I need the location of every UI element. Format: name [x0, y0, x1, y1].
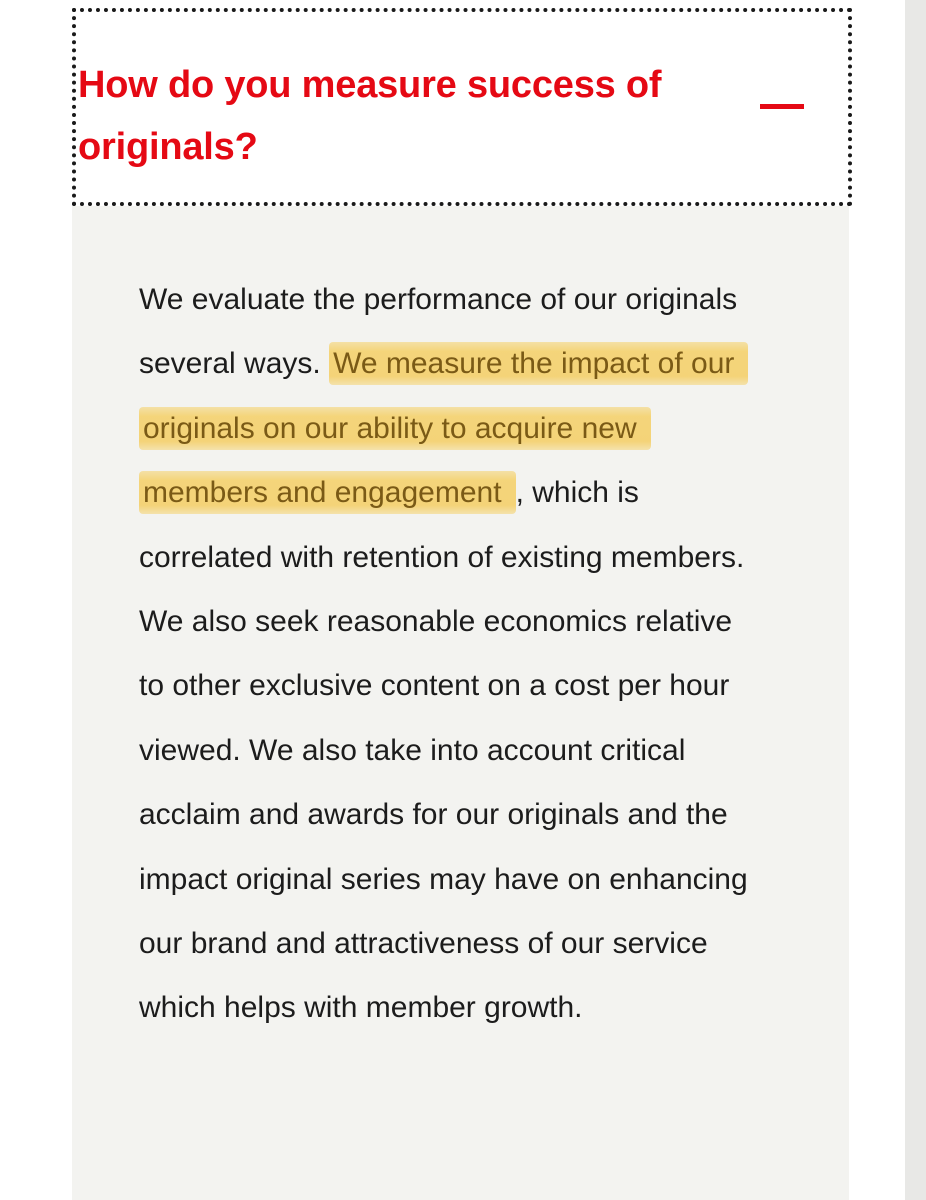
answer-intro-text: We evaluate the performance of our originals several ways. [139, 283, 738, 381]
faq-item [72, 0, 852, 1200]
faq-question-title: How do you measure success of originals? [78, 64, 662, 168]
faq-answer-text [139, 268, 759, 1041]
answer-rest-text: , which is correlated with retention of existing members. We also seek reasonable economics relative to other exclusive content on a cost per hour viewed. We also take into account critical acclaim and awards for our originals and the impact original series may have on enhancing our brand and attractiveness of our service which helps with member growth. [139, 476, 748, 1025]
faq-answer-panel [72, 206, 849, 1200]
page-edge [905, 0, 926, 1200]
highlighted-text: We measure the impact of our originals on our ability to acquire new members and engagement [139, 342, 748, 514]
minus-icon[interactable] [760, 104, 804, 109]
faq-question-toggle[interactable] [72, 8, 852, 206]
